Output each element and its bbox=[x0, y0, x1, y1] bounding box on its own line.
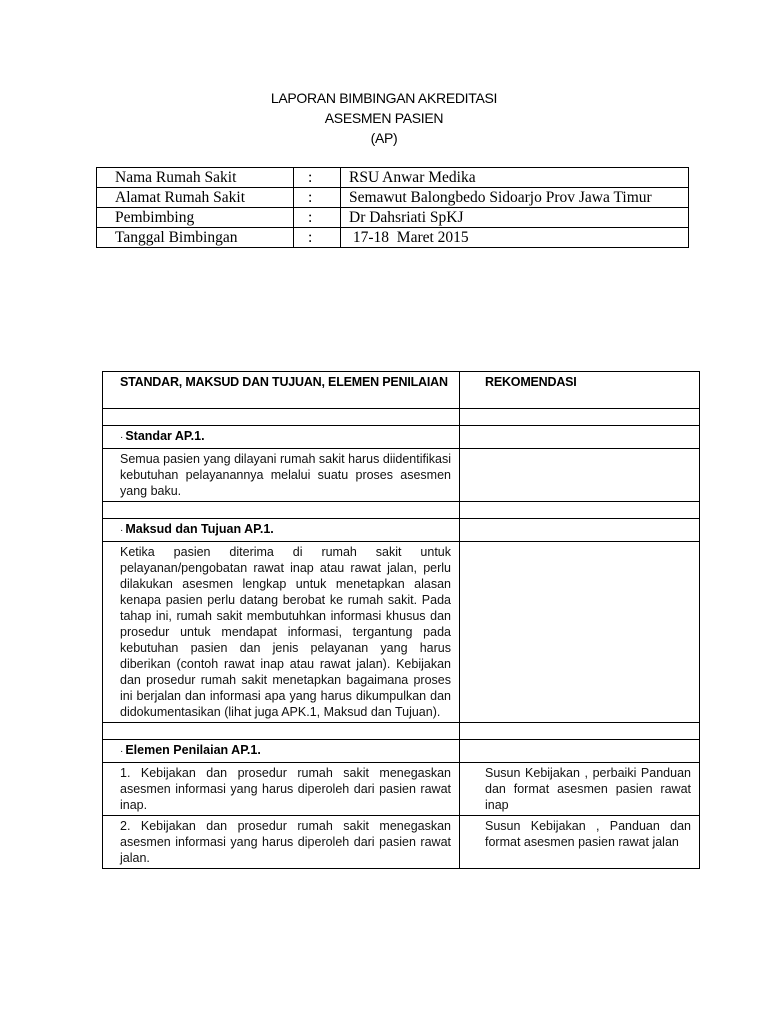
section-title: Standar AP.1. bbox=[125, 429, 205, 443]
assessment-table bbox=[102, 371, 700, 869]
info-label: Nama Rumah Sakit bbox=[97, 168, 294, 188]
section-elemen bbox=[103, 740, 460, 763]
info-separator: : bbox=[294, 188, 341, 208]
section-title: Maksud dan Tujuan AP.1. bbox=[125, 522, 274, 536]
info-separator: : bbox=[294, 228, 341, 248]
content-row-standar bbox=[103, 449, 700, 502]
element-row bbox=[103, 763, 700, 816]
info-separator: : bbox=[294, 208, 341, 228]
spacer-row bbox=[103, 409, 700, 426]
section-standar bbox=[103, 426, 460, 449]
info-value: 17-18 Maret 2015 bbox=[341, 228, 689, 248]
maksud-text: Ketika pasien diterima di rumah sakit untuk pelayanan/pengobatan rawat inap atau rawat jalan, perlu dilakukan asesmen lengkap untuk menetapkan alasan kenapa pasien perlu datang berobat ke rumah sakit. Pada tahap ini, rumah sakit membutuhkan informasi khusus dan prosedur untuk mendapat informasi, tergantung pada kebutuhan pasien dan jenis pelayanan yang harus diberikan (contoh rawat inap atau rawat jalan). Kebijakan dan prosedur rumah sakit menetapkan bagaimana proses ini berjalan dan informasi apa yang harus dikumpulkan dan didokumentasikan (lihat juga APK.1, Maksud dan Tujuan). bbox=[103, 542, 460, 723]
section-row-maksud bbox=[103, 519, 700, 542]
content-row-maksud bbox=[103, 542, 700, 723]
hospital-info-table bbox=[96, 167, 689, 248]
info-row-date bbox=[97, 228, 689, 248]
info-row-supervisor bbox=[97, 208, 689, 228]
info-label: Pembimbing bbox=[97, 208, 294, 228]
bullet-icon: · bbox=[120, 432, 124, 443]
element-row bbox=[103, 816, 700, 869]
spacer-row bbox=[103, 723, 700, 740]
element-recommendation: Susun Kebijakan , perbaiki Panduan dan format asesmen pasien rawat inap bbox=[460, 763, 700, 816]
title-line-2: ASESMEN PASIEN bbox=[324, 110, 444, 126]
info-label: Alamat Rumah Sakit bbox=[97, 188, 294, 208]
info-row-hospital-name bbox=[97, 168, 689, 188]
element-recommendation: Susun Kebijakan , Panduan dan format asesmen pasien rawat jalan bbox=[460, 816, 700, 869]
table-header-row bbox=[103, 372, 700, 409]
section-row-standar bbox=[103, 426, 700, 449]
bullet-icon: · bbox=[120, 746, 124, 757]
info-label: Tanggal Bimbingan bbox=[97, 228, 294, 248]
element-text: 2. Kebijakan dan prosedur rumah sakit menegaskan asesmen informasi yang harus diperoleh dari pasien rawat jalan. bbox=[103, 816, 460, 869]
header-recommendation: REKOMENDASI bbox=[460, 372, 700, 409]
document-title bbox=[0, 88, 768, 148]
section-row-elemen bbox=[103, 740, 700, 763]
section-title: Elemen Penilaian AP.1. bbox=[125, 743, 261, 757]
info-value: RSU Anwar Medika bbox=[341, 168, 689, 188]
spacer-row bbox=[103, 502, 700, 519]
info-value: Semawut Balongbedo Sidoarjo Prov Jawa Timur bbox=[341, 188, 689, 208]
info-row-hospital-address bbox=[97, 188, 689, 208]
bullet-icon: · bbox=[120, 525, 124, 536]
element-text: 1. Kebijakan dan prosedur rumah sakit menegaskan asesmen informasi yang harus diperoleh dari pasien rawat inap. bbox=[103, 763, 460, 816]
title-line-3: (AP) bbox=[370, 130, 398, 146]
info-separator: : bbox=[294, 168, 341, 188]
title-line-1: LAPORAN BIMBINGAN AKREDITASI bbox=[270, 90, 498, 106]
standar-text: Semua pasien yang dilayani rumah sakit harus diidentifikasi kebutuhan pelayanannya melalui suatu proses asesmen yang baku. bbox=[103, 449, 460, 502]
header-standards: STANDAR, MAKSUD DAN TUJUAN, ELEMEN PENILAIAN bbox=[103, 372, 460, 409]
info-value: Dr Dahsriati SpKJ bbox=[341, 208, 689, 228]
section-maksud bbox=[103, 519, 460, 542]
